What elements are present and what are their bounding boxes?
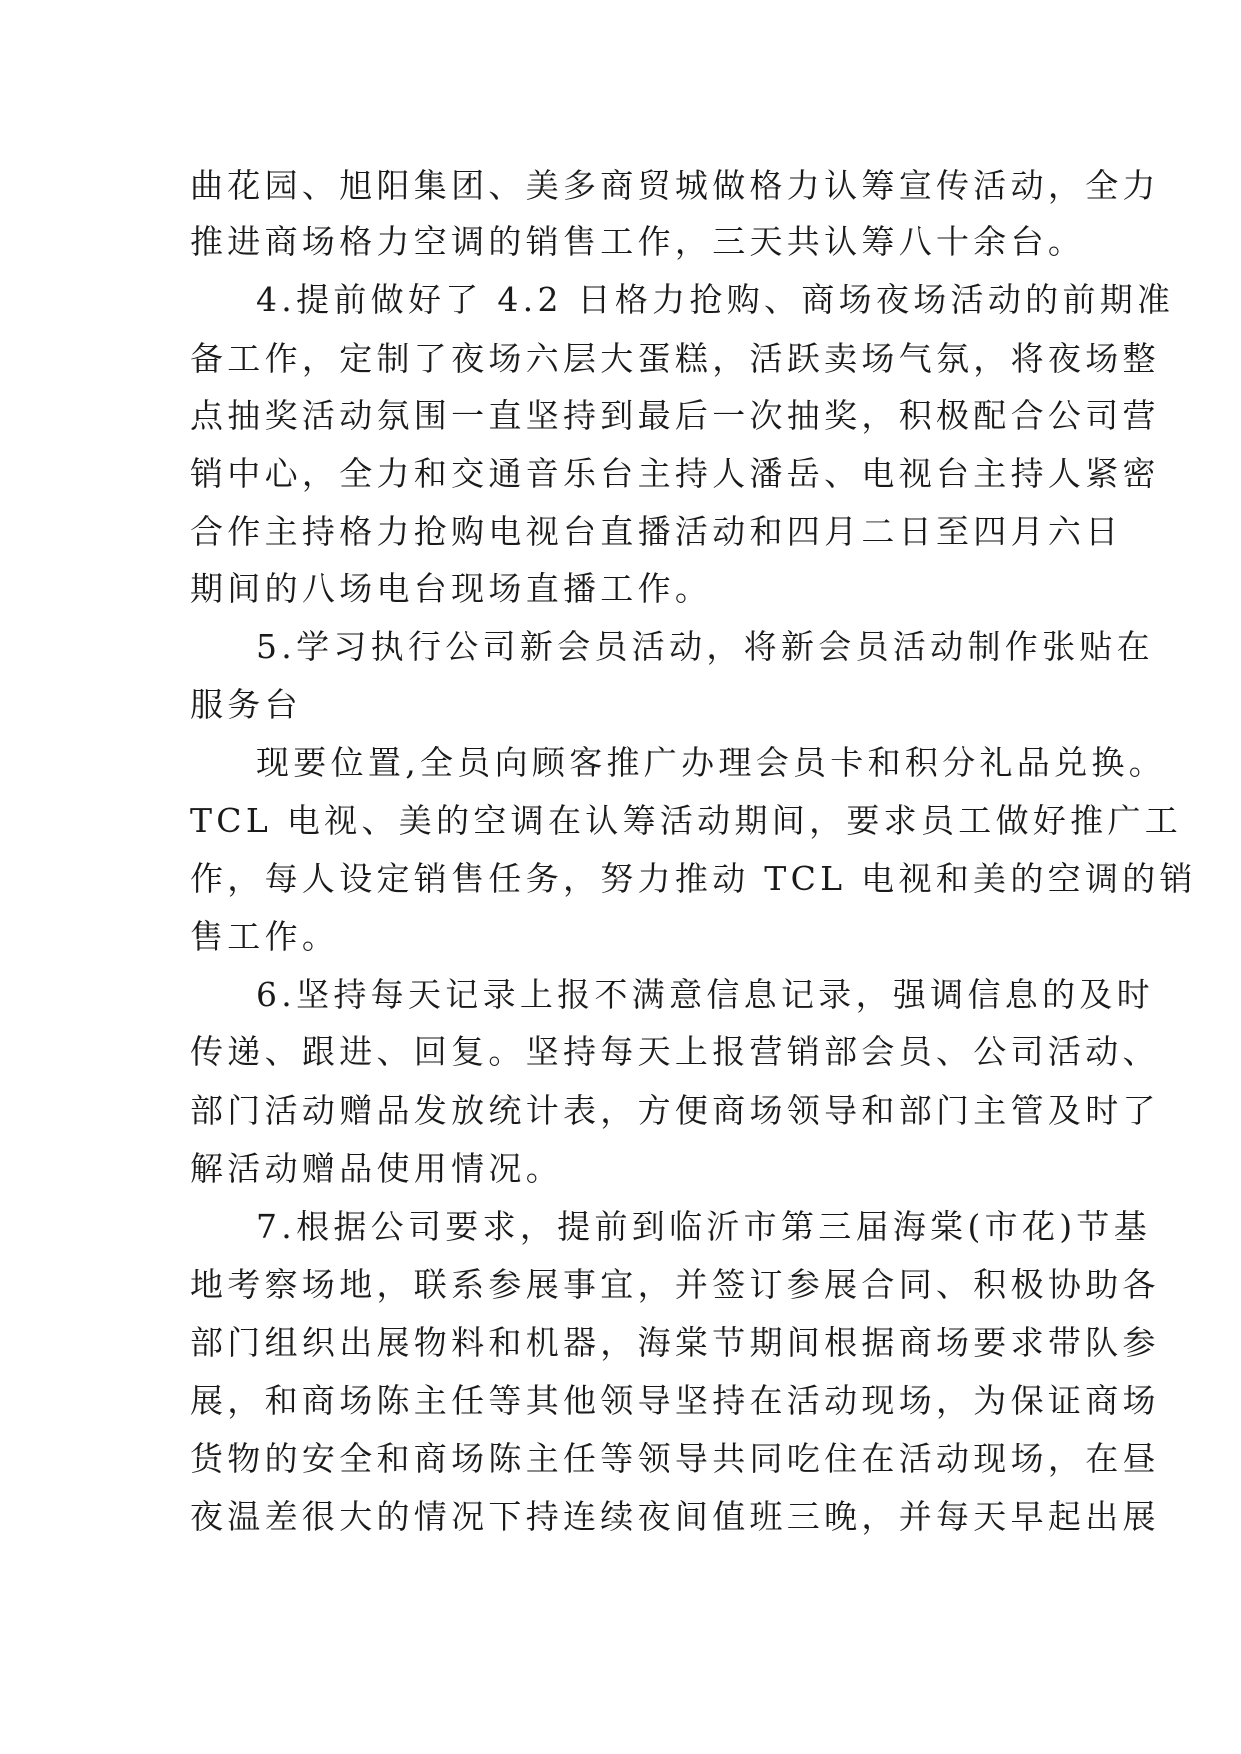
text-line: 曲花园、旭阳集团、美多商贸城做格力认筹宣传活动，全力 [190, 166, 1160, 205]
text-line: 推进商场格力空调的销售工作，三天共认筹八十余台。 [190, 222, 1086, 261]
text-line: 服务台 [190, 685, 302, 724]
text-line: 销中心，全力和交通音乐台主持人潘岳、电视台主持人紧密 [190, 454, 1160, 493]
text-line: 夜温差很大的情况下持连续夜间值班三晚，并每天早起出展 [190, 1497, 1160, 1536]
text-line: 作，每人设定销售任务，努力推动 TCL 电视和美的空调的销 [190, 859, 1197, 898]
text-line: 传递、跟进、回复。坚持每天上报营销部会员、公司活动、 [190, 1032, 1160, 1071]
text-line: 6.坚持每天记录上报不满意信息记录，强调信息的及时 [256, 975, 1154, 1014]
text-line: 现要位置,全员向顾客推广办理会员卡和积分礼品兑换。 [256, 743, 1166, 782]
text-line: 部门活动赠品发放统计表，方便商场领导和部门主管及时了 [190, 1091, 1160, 1130]
text-line: TCL 电视、美的空调在认筹活动期间，要求员工做好推广工 [190, 801, 1183, 840]
text-line: 合作主持格力抢购电视台直播活动和四月二日至四月六日 [190, 512, 1123, 551]
text-line: 地考察场地，联系参展事宜，并签订参展合同、积极协助各 [190, 1265, 1160, 1304]
text-line: 售工作。 [190, 917, 340, 956]
text-line: 备工作，定制了夜场六层大蛋糕，活跃卖场气氛，将夜场整 [190, 339, 1160, 378]
text-line: 点抽奖活动氛围一直坚持到最后一次抽奖，积极配合公司营 [190, 396, 1160, 435]
text-line: 期间的八场电台现场直播工作。 [190, 569, 713, 608]
text-line: 部门组织出展物料和机器，海棠节期间根据商场要求带队参 [190, 1323, 1160, 1362]
text-line: 4.提前做好了 4.2 日格力抢购、商场夜场活动的前期准 [256, 280, 1175, 319]
text-line: 5.学习执行公司新会员活动，将新会员活动制作张贴在 [256, 627, 1154, 666]
text-line: 解活动赠品使用情况。 [190, 1149, 563, 1188]
text-line: 展，和商场陈主任等其他领导坚持在活动现场，为保证商场 [190, 1381, 1160, 1420]
text-line: 7.根据公司要求，提前到临沂市第三届海棠(市花)节基 [256, 1207, 1152, 1246]
text-line: 货物的安全和商场陈主任等领导共同吃住在活动现场，在昼 [190, 1439, 1160, 1478]
